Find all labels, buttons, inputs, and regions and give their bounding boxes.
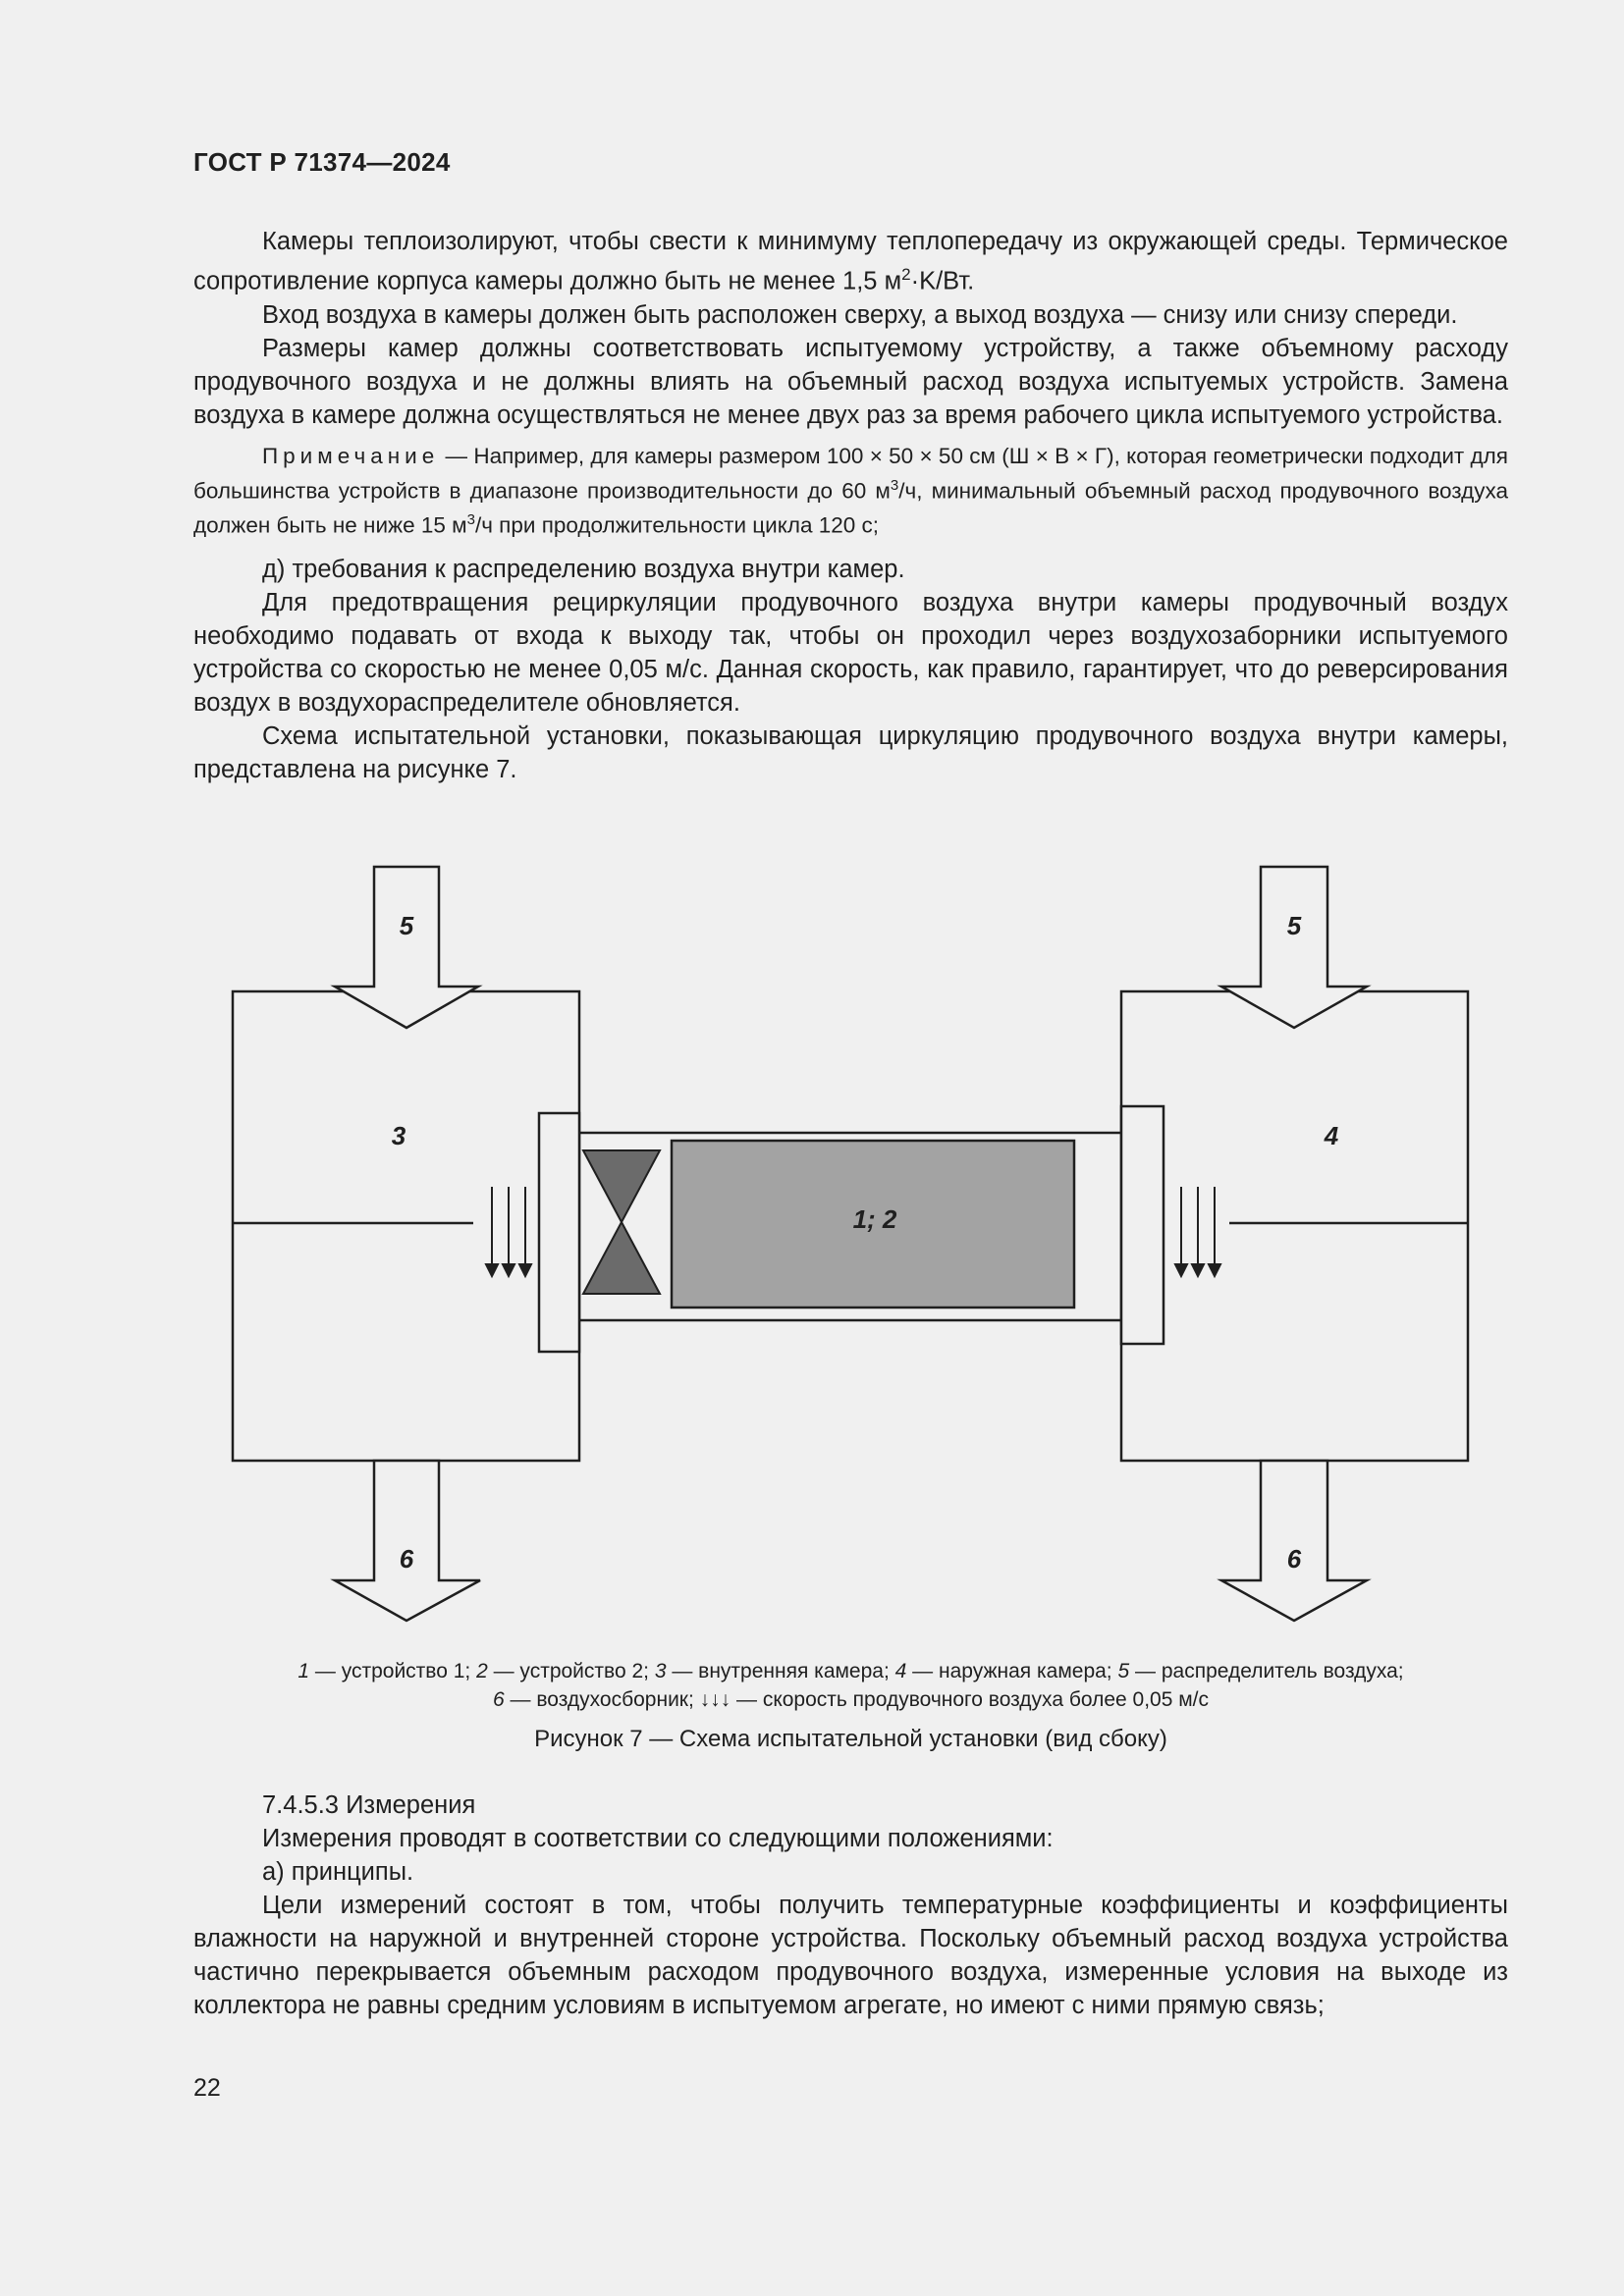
label-outlet-right: 6 (1286, 1544, 1302, 1574)
right-flange (1121, 1106, 1164, 1344)
outer-chamber-box (1121, 991, 1468, 1461)
label-inlet-right: 5 (1286, 911, 1302, 940)
outlet-arrow-right (1221, 1461, 1367, 1621)
document-code-header: ГОСТ Р 71374—2024 (193, 147, 451, 177)
note: Примечание — Например, для камеры размером 100 × 50 × 50 см (Ш × В × Г), которая геометрически подходит для большинства устройств в диапазоне производительности до 60 $м^3/ч$, минимальный объемный расход продувочного воздуха должен быть не ниже 15 $м^3/ч$ при продолжительности цикла 120 с; (193, 443, 1508, 538)
fan-icon-top (583, 1150, 660, 1222)
label-inlet-left: 5 (399, 911, 414, 940)
inlet-arrow-right (1221, 867, 1367, 1028)
label-device: 1; 2 (852, 1204, 897, 1234)
paragraph: Размеры камер должны соответствовать испытуемому устройству, а также объемному расходу продувочного воздуха и не должны влиять на объемный расход воздуха испытуемых устройств. Замена воздуха в камере должна осуществляться не менее двух раз за время рабочего цикла испытуемого устройства. (193, 334, 1508, 429)
body-text-bottom (193, 1789, 1508, 2022)
airflow-velocity-arrows-right (1175, 1187, 1220, 1276)
left-flange (539, 1113, 579, 1352)
section-heading: 7.4.5.3 Измерения (262, 1791, 476, 1819)
paragraph: Цели измерений состоят в том, чтобы получить температурные коэффициенты и коэффициенты влажности на наружной и внутренней стороне устройства. Поскольку объемный расход воздуха устройства частично перекрывается объемным расходом продувочного воздуха, измеренные условия на выходе из коллектора не равны средним условиям в испытуемом агрегате, но имеют с ними прямую связь; (193, 1892, 1508, 2019)
legend-line-2: 6 — воздухосборник; ↓↓↓ — скорость продувочного воздуха более 0,05 м/с (493, 1688, 1209, 1711)
page-number: 22 (193, 2074, 221, 2102)
inner-chamber-box (233, 991, 579, 1461)
paragraph: Камеры теплоизолируют, чтобы свести к минимуму теплопередачу из окружающей среды. Термическое сопротивление корпуса камеры должно быть не менее 1,5 $м^2\cdot K/Вт$. (193, 228, 1508, 295)
legend-line-1: 1 — устройство 1; 2 — устройство 2; 3 — внутренняя камера; 4 — наружная камера; 5 — распределитель воздуха; (298, 1660, 1404, 1682)
label-outlet-left: 6 (399, 1544, 414, 1574)
label-outer-chamber: 4 (1324, 1121, 1339, 1150)
paragraph: Измерения проводят в соответствии со следующими положениями: (262, 1825, 1054, 1852)
fan-icon-bottom (583, 1222, 660, 1294)
note-label: Примечание (262, 443, 440, 468)
airflow-velocity-arrows-left (486, 1187, 531, 1276)
outlet-arrow-left (335, 1461, 480, 1621)
paragraph: д) требования к распределению воздуха внутри камер. (262, 555, 905, 583)
inlet-arrow-left (335, 867, 478, 1028)
figure-caption: Рисунок 7 — Схема испытательной установки (вид сбоку) (534, 1726, 1167, 1752)
label-inner-chamber: 3 (391, 1121, 406, 1150)
paragraph: Вход воздуха в камеры должен быть расположен сверху, а выход воздуха — снизу или снизу спереди. (262, 300, 1458, 329)
figure-legend (193, 1657, 1508, 1714)
paragraph: а) принципы. (262, 1858, 414, 1886)
paragraph: Для предотвращения рециркуляции продувочного воздуха внутри камеры продувочный воздух необходимо подавать от входа к выходу так, чтобы он проходил через воздухозаборники испытуемого устройства со скоростью не менее 0,05 м/с. Данная скорость, как правило, гарантирует, что до реверсирования воздух в воздухораспределителе обновляется. (193, 588, 1508, 717)
paragraph: Схема испытательной установки, показывающая циркуляцию продувочного воздуха внутри камеры, представлена на рисунке 7. (193, 721, 1508, 783)
